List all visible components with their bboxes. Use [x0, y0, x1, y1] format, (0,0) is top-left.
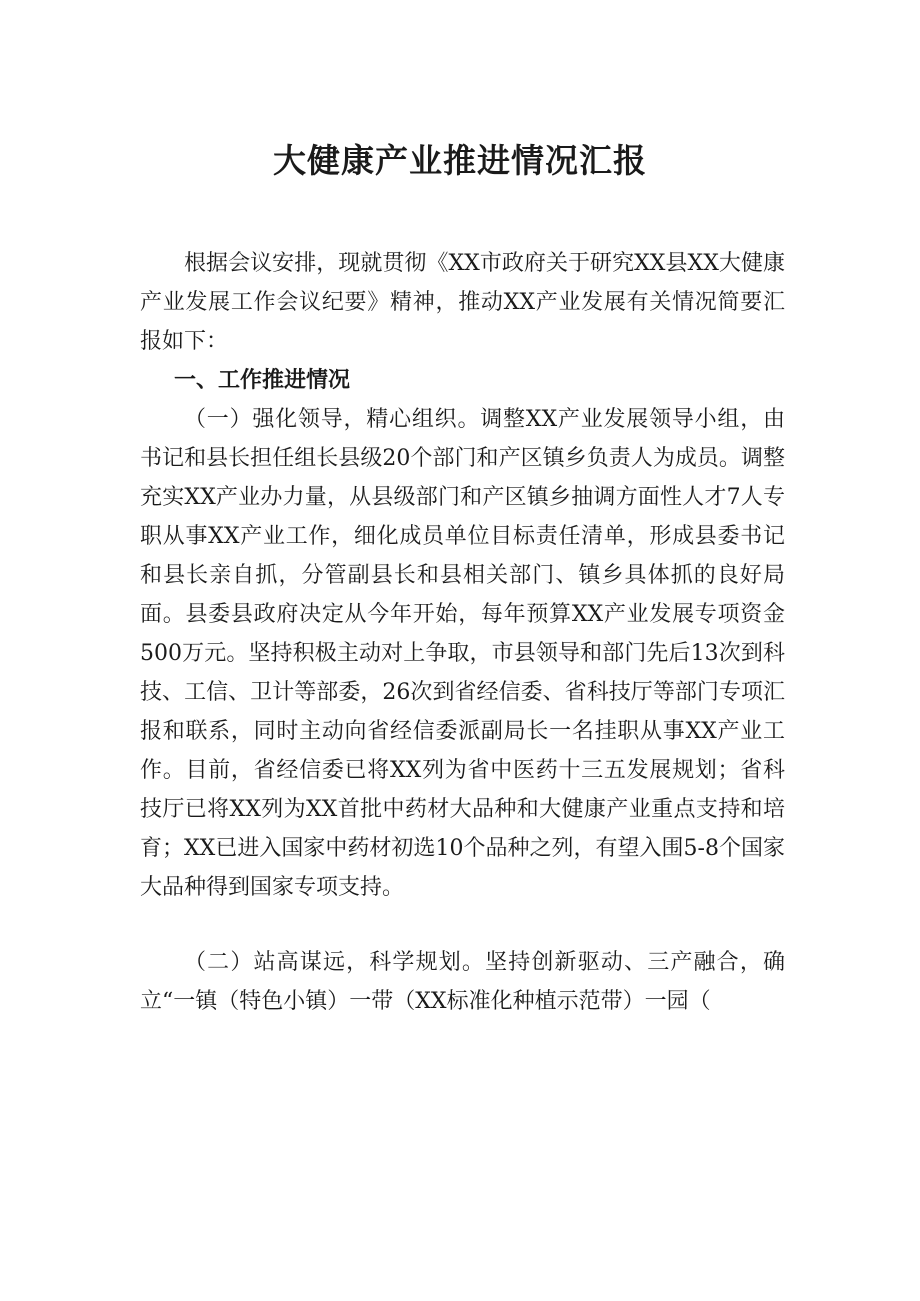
section-heading-work-progress: 一、工作推进情况	[174, 368, 351, 393]
paragraph-leadership: （一）强化领导，精心组织。调整XX产业发展领导小组，由书记和县长担任组长县级20个部门和产区镇乡负责人为成员。调整充实XX产业办力量，从县级部门和产区镇乡抽调方面性人才7人专职从事XX产业工作，细化成员单位目标责任清单，形成县委书记和县长亲自抓，分管副县长和县相关部门、镇乡具体抓的良好局面。县委县政府决定从今年开始，每年预算XX产业发展专项资金500万元。坚持积极主动对上争取，市县领导和部门先后13次到科技、工信、卫计等部委，26次到省经信委、省科技厅等部门专项汇报和联系，同时主动向省经信委派副局长一名挂职从事XX产业工作。目前，省经信委已将XX列为省中医药十三五发展规划；省科技厅已将XX列为XX首批中药材大品种和大健康产业重点支持和培育；XX已进入国家中药材初选10个品种之列，有望入围5-8个国家大品种得到国家专项支持。	[140, 407, 785, 900]
paragraph-spacer	[140, 907, 785, 943]
document-title: 大健康产业推进情况汇报	[273, 141, 647, 180]
document-body	[140, 244, 785, 1021]
intro-paragraph: 根据会议安排，现就贯彻《XX市政府关于研究XX县XX大健康产业发展工作会议纪要》精神，推动XX产业发展有关情况简要汇报如下：	[140, 251, 785, 354]
paragraph-planning: （二）站高谋远，科学规划。坚持创新驱动、三产融合，确立“一镇（特色小镇）一带（XX标准化种植示范带）一园（	[140, 950, 785, 1014]
